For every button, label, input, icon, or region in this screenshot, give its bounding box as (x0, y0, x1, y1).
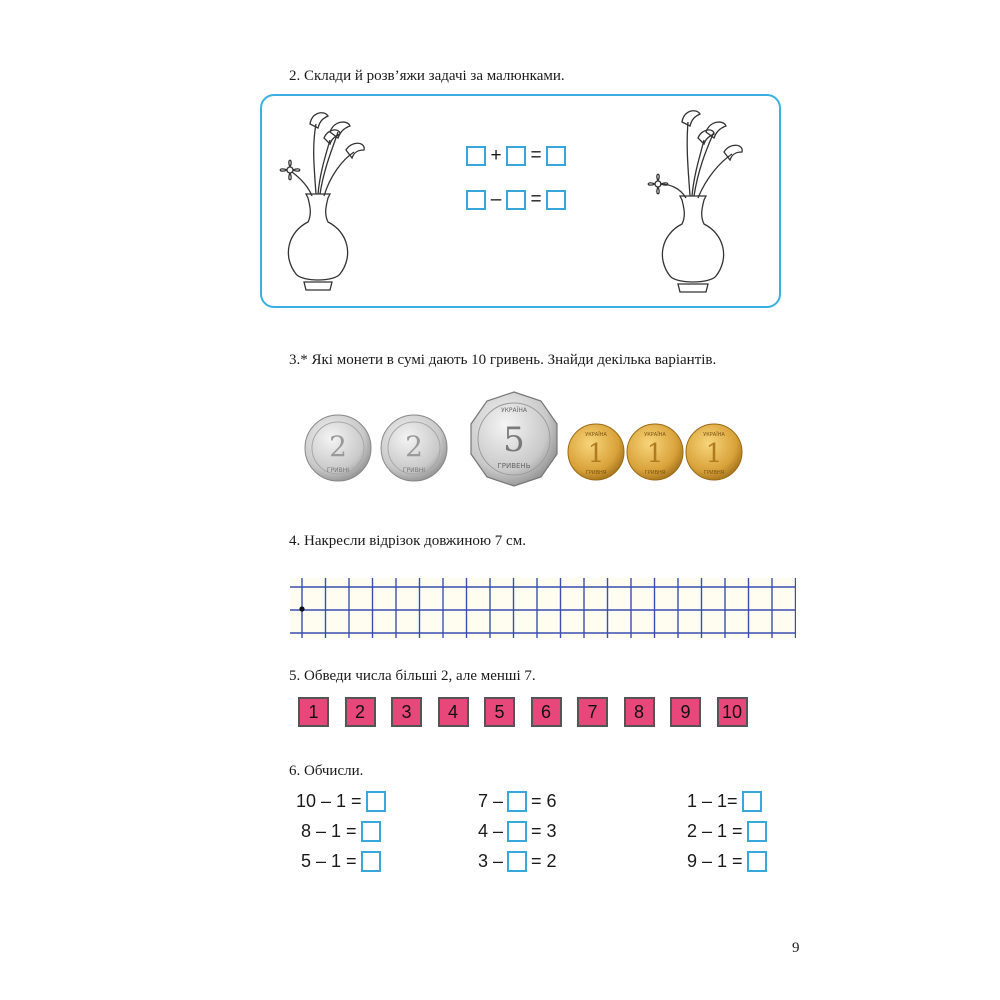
coin-value: 1 (705, 439, 723, 469)
task4-heading: 4. Накресли відрізок довжиною 7 см. (289, 533, 526, 549)
number-box[interactable]: 3 (391, 697, 422, 727)
coins-row (300, 388, 760, 498)
equation-addition (466, 146, 566, 166)
equation-subtraction (466, 190, 566, 210)
answer-box[interactable] (546, 190, 566, 210)
calc-item (478, 851, 557, 872)
coin-label: ГРИВНЯ (703, 470, 725, 476)
calc-item (478, 821, 557, 842)
start-point (299, 606, 304, 611)
coin-label: ГРИВЕНЬ (497, 462, 531, 470)
coin-1-hryvnia (686, 424, 742, 480)
coin-2-hryvni (305, 415, 371, 481)
answer-box[interactable] (466, 190, 486, 210)
grid-paper[interactable] (290, 578, 796, 638)
coin-value: 1 (646, 439, 664, 469)
number-box[interactable]: 7 (577, 697, 608, 727)
expression: 9 – 1 = (687, 851, 743, 871)
coin-country: УКРАЇНА (585, 432, 607, 438)
expression: 2 – 1 = (687, 821, 743, 841)
answer-box[interactable] (507, 791, 527, 812)
expression: 3 – (478, 851, 504, 871)
coin-label: ГРИВНІ (402, 467, 426, 474)
answer-box[interactable] (506, 146, 526, 166)
calc-item (296, 791, 390, 812)
coin-value: 5 (503, 420, 525, 460)
coin-1-hryvnia (627, 424, 683, 480)
number-box[interactable]: 8 (624, 697, 655, 727)
number-box[interactable]: 6 (531, 697, 562, 727)
number-row (298, 697, 763, 727)
expression-result: = 2 (531, 851, 557, 871)
answer-box[interactable] (506, 190, 526, 210)
coin-country: УКРАЇНА (500, 407, 528, 414)
expression: 4 – (478, 821, 504, 841)
vase-with-flowers-left-icon (268, 106, 368, 302)
answer-box[interactable] (747, 821, 767, 842)
expression: 8 – 1 = (301, 821, 357, 841)
task5-heading: 5. Обведи числа більші 2, але менші 7. (289, 668, 536, 684)
answer-box[interactable] (361, 851, 381, 872)
expression: 1 – 1= (687, 791, 738, 811)
expression: 5 – 1 = (301, 851, 357, 871)
task6-heading: 6. Обчисли. (289, 763, 364, 779)
coin-value: 1 (587, 439, 605, 469)
coin-label: ГРИВНІ (326, 467, 350, 474)
coin-country: УКРАЇНА (703, 432, 725, 438)
task3-heading: 3.* Які монети в сумі дають 10 гривень. Знайди декілька варіантів. (289, 352, 717, 368)
answer-box[interactable] (546, 146, 566, 166)
expression: 10 – 1 = (296, 791, 362, 811)
calc-item (687, 851, 771, 872)
answer-box[interactable] (507, 821, 527, 842)
expression: 7 – (478, 791, 504, 811)
number-box[interactable]: 2 (345, 697, 376, 727)
calc-item (478, 791, 557, 812)
coin-value: 2 (405, 430, 423, 463)
number-box[interactable]: 9 (670, 697, 701, 727)
number-box[interactable]: 1 (298, 697, 329, 727)
coin-country: УКРАЇНА (644, 432, 666, 438)
coin-label: ГРИВНЯ (585, 470, 607, 476)
answer-box[interactable] (742, 791, 762, 812)
coin-1-hryvnia (568, 424, 624, 480)
answer-box[interactable] (361, 821, 381, 842)
plus-sign: + (490, 145, 502, 166)
coin-value: 2 (329, 430, 347, 463)
calc-item (687, 791, 766, 812)
equals-sign: = (530, 189, 542, 210)
coin-label: ГРИВНЯ (644, 470, 666, 476)
answer-box[interactable] (507, 851, 527, 872)
calc-item (687, 821, 771, 842)
calc-item (301, 851, 385, 872)
answer-box[interactable] (747, 851, 767, 872)
minus-sign: – (490, 189, 502, 210)
task2-heading: 2. Склади й розв’яжи задачі за малюнками. (289, 68, 565, 84)
equals-sign: = (530, 145, 542, 166)
calc-item (301, 821, 385, 842)
page-number: 9 (792, 940, 800, 956)
answer-box[interactable] (466, 146, 486, 166)
vase-with-flowers-right-icon (640, 104, 750, 302)
coin-2-hryvni (381, 415, 447, 481)
expression-result: = 3 (531, 821, 557, 841)
number-box[interactable]: 10 (717, 697, 748, 727)
number-box[interactable]: 5 (484, 697, 515, 727)
number-box[interactable]: 4 (438, 697, 469, 727)
expression-result: = 6 (531, 791, 557, 811)
coin-5-hryven (471, 392, 557, 486)
answer-box[interactable] (366, 791, 386, 812)
